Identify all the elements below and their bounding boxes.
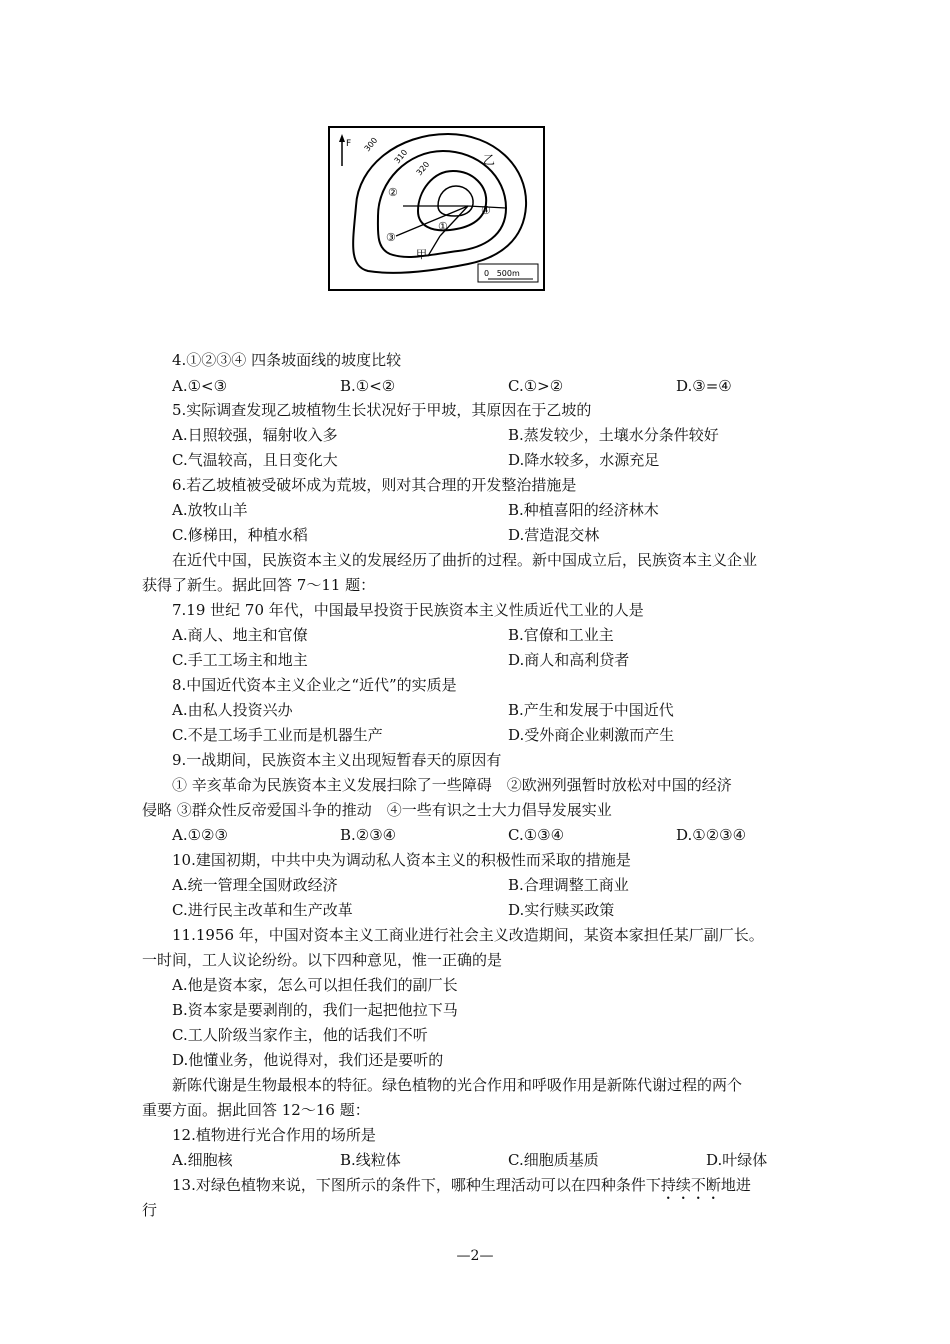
q7-option-d: D.商人和高利贷者	[508, 651, 630, 669]
q5-option-c: C.气温较高，且日变化大	[172, 451, 338, 469]
q12-stem: 12.植物进行光合作用的场所是	[172, 1126, 376, 1144]
q6-option-a: A.放牧山羊	[172, 501, 248, 519]
svg-text:310: 310	[392, 147, 410, 166]
q11-line1: 11.1956 年，中国对资本主义工商业进行社会主义改造期间，某资本家担任某厂副厂长。	[172, 926, 764, 944]
q9-line2: 侵略 ③群众性反帝爱国斗争的推动 ④一些有识之士大力倡导发展实业	[142, 801, 612, 819]
q5-option-d: D.降水较多，水源充足	[508, 451, 660, 469]
intro2-line1: 新陈代谢是生物最根本的特征。绿色植物的光合作用和呼吸作用是新陈代谢过程的两个	[172, 1076, 743, 1094]
svg-text:②: ②	[388, 186, 398, 199]
q4-option-c: C.①>②	[508, 377, 564, 395]
q13-line1: 13.对绿色植物来说，下图所示的条件下，哪种生理活动可以在四种条件下持续不断地进	[172, 1176, 751, 1194]
q8-option-c: C.不是工场手工业而是机器生产	[172, 726, 383, 744]
q11-option-c: C.工人阶级当家作主，他的话我们不听	[172, 1026, 428, 1044]
q7-option-a: A.商人、地主和官僚	[172, 626, 308, 644]
q6-option-c: C.修梯田，种植水稻	[172, 526, 308, 544]
q7-stem: 7.19 世纪 70 年代，中国最早投资于民族资本主义性质近代工业的人是	[172, 601, 644, 619]
q12-option-b: B.线粒体	[340, 1151, 401, 1169]
label-yi: 乙	[483, 153, 496, 167]
q4-option-b: B.①<②	[340, 377, 396, 395]
svg-text:①: ①	[438, 220, 448, 233]
contour-map	[328, 126, 545, 291]
q7-option-c: C.手工工场主和地主	[172, 651, 308, 669]
svg-text:③: ③	[386, 231, 396, 244]
q4-stem: 4.①②③④ 四条坡面线的坡度比较	[172, 351, 402, 369]
q10-option-a: A.统一管理全国财政经济	[172, 876, 338, 894]
intro1-line1: 在近代中国，民族资本主义的发展经历了曲折的过程。新中国成立后，民族资本主义企业	[172, 551, 758, 569]
q5-option-b: B.蒸发较少，土壤水分条件较好	[508, 426, 719, 444]
q11-line2: 一时间，工人议论纷纷。以下四种意见，惟一正确的是	[142, 951, 503, 969]
intro1-line2: 获得了新生。据此回答 7～11 题：	[142, 576, 376, 594]
scale-label: 0 500m	[484, 269, 520, 278]
q9-option-a: A.①②③	[172, 826, 228, 844]
svg-text:④: ④	[481, 204, 491, 217]
intro2-line2: 重要方面。据此回答 12～16 题：	[142, 1101, 370, 1119]
q12-option-c: C.细胞质基质	[508, 1151, 599, 1169]
q9-option-d: D.①②③④	[676, 826, 747, 844]
q11-option-d: D.他懂业务，他说得对，我们还是要听的	[172, 1051, 444, 1069]
q10-option-b: B.合理调整工商业	[508, 876, 629, 894]
q5-option-a: A.日照较强，辐射收入多	[172, 426, 338, 444]
north-label: F	[346, 139, 352, 149]
q11-option-a: A.他是资本家，怎么可以担任我们的副厂长	[172, 976, 458, 994]
page-number: —2—	[456, 1248, 494, 1264]
q9-option-c: C.①③④	[508, 826, 565, 844]
q8-option-d: D.受外商企业刺激而产生	[508, 726, 675, 744]
q7-option-b: B.官僚和工业主	[508, 626, 614, 644]
q12-option-d: D.叶绿体	[706, 1151, 768, 1169]
q8-option-a: A.由私人投资兴办	[172, 701, 293, 719]
q9-stem: 9.一战期间，民族资本主义出现短暂春天的原因有	[172, 751, 502, 769]
q4-option-d: D.③=④	[676, 377, 732, 395]
q13-emphasis: 持续不断	[660, 1176, 721, 1194]
q6-option-b: B.种植喜阳的经济林木	[508, 501, 659, 519]
q10-option-d: D.实行赎买政策	[508, 901, 615, 919]
q12-option-a: A.细胞核	[172, 1151, 233, 1169]
q4-option-a: A.①<③	[172, 377, 228, 395]
q10-option-c: C.进行民主改革和生产改革	[172, 901, 353, 919]
q9-line1: ① 辛亥革命为民族资本主义发展扫除了一些障碍 ②欧洲列强暂时放松对中国的经济	[172, 776, 732, 794]
q8-stem: 8.中国近代资本主义企业之“近代”的实质是	[172, 676, 457, 694]
label-jia: 甲	[416, 248, 427, 261]
svg-text:300: 300	[362, 135, 380, 154]
q11-option-b: B.资本家是要剥削的，我们一起把他拉下马	[172, 1001, 458, 1019]
svg-text:320: 320	[414, 159, 432, 178]
q8-option-b: B.产生和发展于中国近代	[508, 701, 674, 719]
q13-line2: 行	[142, 1201, 158, 1219]
q9-option-b: B.②③④	[340, 826, 397, 844]
q10-stem: 10.建国初期，中共中央为调动私人资本主义的积极性而采取的措施是	[172, 851, 631, 869]
q5-stem: 5.实际调查发现乙坡植物生长状况好于甲坡，其原因在于乙坡的	[172, 401, 592, 419]
q6-stem: 6.若乙坡植被受破坏成为荒坡，则对其合理的开发整治措施是	[172, 476, 577, 494]
q6-option-d: D.营造混交林	[508, 526, 600, 544]
